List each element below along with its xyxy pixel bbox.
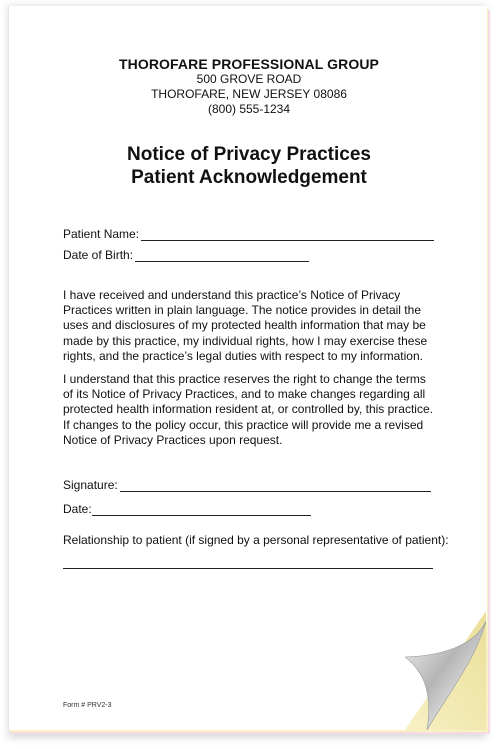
date-of-birth-line[interactable] [135,250,309,262]
phone-number: (800) 555-1234 [207,102,291,116]
address-line-2: THOROFARE, NEW JERSEY 08086 [151,87,347,101]
paragraph-line: I have received and understand this practice’s Notice of Privacy [63,288,401,302]
form-header [0,56,498,117]
paragraph-line: Notice of Privacy Practices upon request. [63,432,283,447]
patient-name-line[interactable] [141,229,434,241]
policy-change-paragraph [63,372,438,448]
patient-name-label: Patient Name: [63,227,140,241]
organization-name: THOROFARE PROFESSIONAL GROUP [118,56,379,72]
date-of-birth-label: Date of Birth: [63,248,134,262]
page-curl-icon [405,611,486,730]
address-line-1: 500 GROVE ROAD [196,72,302,86]
title-line-1: Notice of Privacy Practices [127,144,371,165]
paragraph-line: protected health information resident at, or controlled by, this practice. [63,402,433,417]
patient-name-field[interactable] [63,227,434,241]
title-line-2: Patient Acknowledgement [131,167,367,188]
date-label: Date: [63,502,92,516]
paragraph-line: Practices written in plain language. The notice provides in detail the [63,303,421,318]
signature-line[interactable] [120,480,431,492]
paragraph-line: of its Notice of Privacy Practices, and to make changes regarding all [63,387,426,402]
date-field[interactable] [63,502,311,516]
date-of-birth-field[interactable] [63,248,309,262]
paragraph-line: made by this practice, my individual rights, how I may exercise these [63,333,428,348]
signature-label: Signature: [63,478,118,492]
paragraph-line: rights, and the practice’s legal duties with respect to my information. [63,348,423,363]
relationship-line[interactable] [63,568,433,569]
signature-field[interactable] [63,478,431,492]
relationship-label: Relationship to patient (if signed by a personal representative of patient): [63,533,449,547]
paragraph-line: I understand that this practice reserves the right to change the terms [63,372,426,386]
acknowledgement-paragraph [63,288,438,364]
date-line[interactable] [92,504,311,516]
paragraph-line: If changes to the policy occur, this practice will provide me a revised [63,417,424,432]
paragraph-line: uses and disclosures of my protected health information that may be [63,318,426,333]
form-number: Form # PRV2-3 [63,702,112,709]
form-title [0,143,498,189]
